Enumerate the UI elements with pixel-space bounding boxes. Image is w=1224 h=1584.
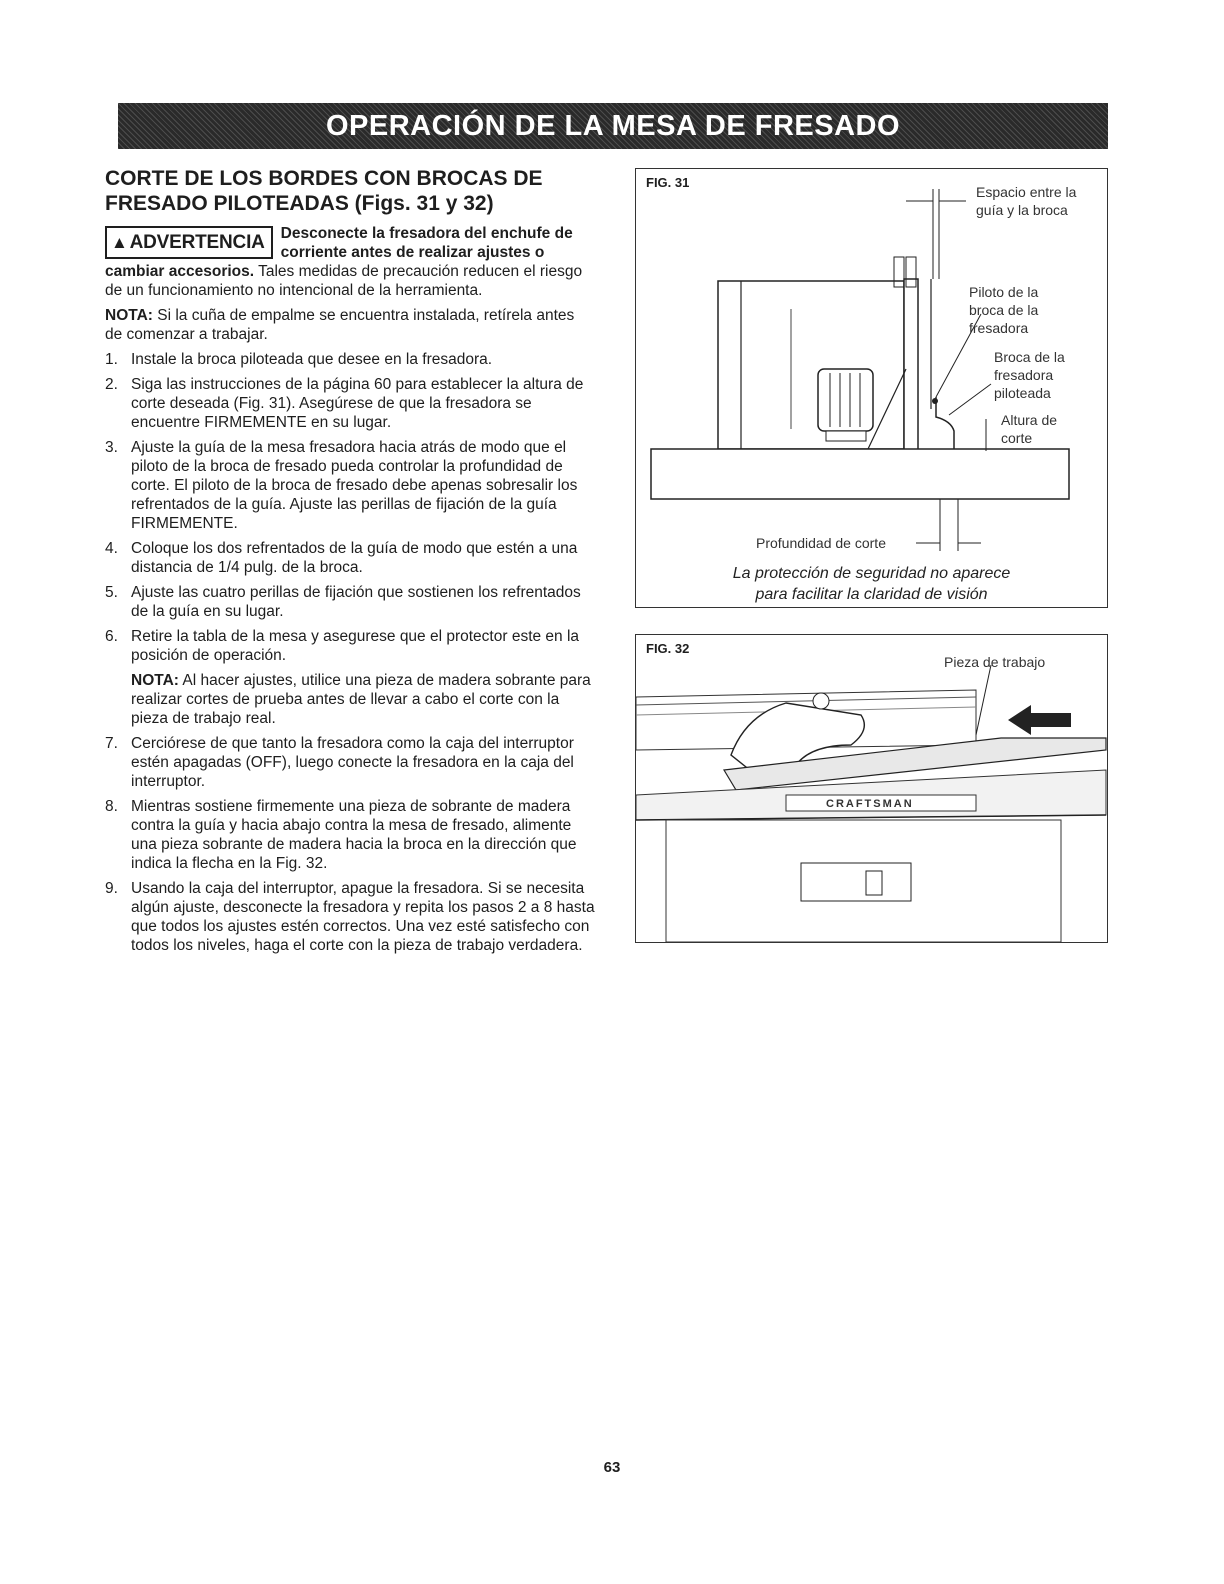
- step-text: Usando la caja del interruptor, apague la fresadora. Si se necesita algún ajuste, desconecte la fresadora y repita los pasos 2 a 8 hasta que todos los ajustes estén correctos. Una vez esté satisfecho con todos los niveles, haga el corte con la pieza de trabajo verdadera.: [131, 880, 595, 954]
- step-text: Siga las instrucciones de la página 60 para establecer la altura de corte deseada (Fig. 31). Asegúrese de que la fresadora se encuentre FIRMEMENTE en su lugar.: [131, 376, 584, 431]
- warning-bold-text: Desconecte la fresadora del enchufe de corriente antes de realizar ajustes o cambiar accesorios.: [105, 225, 573, 280]
- brand-label: CRAFTSMAN: [826, 798, 914, 810]
- note-paragraph: [105, 306, 595, 344]
- step-note-text: Al hacer ajustes, utilice una pieza de madera sobrante para realizar cortes de prueba antes de llevar a cabo el corte con la pieza de trabajo real.: [131, 672, 591, 727]
- callout-depth: Profundidad de corte: [756, 535, 886, 551]
- warning-triangle-icon: ▲: [111, 233, 128, 252]
- figure-32: [635, 634, 1108, 943]
- banner-title: OPERACIÓN DE LA MESA DE FRESADO: [325, 109, 901, 142]
- caption-line2: para facilitar la claridad de visión: [755, 586, 988, 603]
- step-item: [105, 879, 595, 955]
- callout-bit: Broca de la fresadora piloteada: [994, 349, 1065, 401]
- step-text: Coloque los dos refrentados de la guía de modo que estén a una distancia de 1/4 pulg. de la broca.: [131, 540, 578, 576]
- section-title-line2: FRESADO PILOTEADAS (Figs. 31 y 32): [105, 192, 494, 215]
- step-text: Mientras sostiene firmemente una pieza de sobrante de madera contra la guía y hacia abajo contra la mesa de fresado, alimente una pieza sobrante de madera hacia la broca en la dirección que indica la flecha en la Fig. 32.: [131, 798, 577, 872]
- step-note: [131, 671, 595, 728]
- router-table: [651, 449, 1069, 499]
- fence-plate: [904, 279, 918, 454]
- callout-workpiece: Pieza de trabajo: [944, 654, 1046, 670]
- step-item: [105, 797, 595, 873]
- step-item: [105, 539, 595, 577]
- leader-line: [976, 665, 991, 735]
- page-number: 63: [603, 1459, 621, 1476]
- step-number: 3.: [105, 439, 118, 456]
- step-note-label: NOTA:: [131, 672, 179, 689]
- switch-box: [801, 863, 911, 901]
- figure-31-caption: [636, 563, 1107, 605]
- warning-block: [105, 224, 595, 300]
- router-body-outline: [718, 281, 904, 449]
- step-item: [105, 583, 595, 621]
- step-item: [105, 734, 595, 791]
- step-number: 8.: [105, 798, 118, 815]
- callout-pilot: Piloto de la broca de la fresadora: [969, 284, 1039, 336]
- router-bit: [936, 397, 954, 449]
- callout-height: Altura de corte: [1001, 412, 1058, 446]
- step-text: Cerciórese de que tanto la fresadora como la caja del interruptor estén apagadas (OFF), luego conecte la fresadora en la caja del interruptor.: [131, 735, 574, 790]
- step-item: [105, 627, 595, 728]
- warning-badge: [105, 226, 273, 259]
- steps-list: [105, 350, 595, 955]
- step-number: 4.: [105, 540, 118, 557]
- knob-base: [826, 431, 866, 441]
- section-title: [105, 166, 595, 216]
- instructions-column: [105, 166, 595, 961]
- step-text: Ajuste la guía de la mesa fresadora hacia atrás de modo que el piloto de la broca de fresado pueda controlar la profundidad de corte. El piloto de la broca de fresado debe apenas sobresalir los refrentados de la guía. Ajuste las perillas de fijación de la guía FIRMEMENTE.: [131, 439, 578, 532]
- step-text: Retire la tabla de la mesa y asegurese que el protector este en la posición de operación.: [131, 628, 580, 664]
- step-item: [105, 438, 595, 533]
- fence-clip: [894, 257, 904, 287]
- step-text: Instale la broca piloteada que desee en la fresadora.: [131, 351, 493, 368]
- caption-line1: La protección de seguridad no aparece: [732, 565, 1011, 582]
- figure-32-drawing: [636, 635, 1107, 942]
- section-title-line1: CORTE DE LOS BORDES CON BROCAS DE: [105, 167, 543, 190]
- leader-line: [949, 384, 991, 415]
- warning-badge-label: ADVERTENCIA: [129, 232, 265, 253]
- step-item: [105, 375, 595, 432]
- step-number: 5.: [105, 584, 118, 601]
- guard-knob: [813, 693, 829, 709]
- callout-spacing: Espacio entre la guía y la broca: [976, 184, 1077, 218]
- warning-text: Tales medidas de precaución reducen el riesgo de un funcionamiento no intencional de la herramienta.: [105, 263, 583, 299]
- step-number: 2.: [105, 376, 118, 393]
- feed-arrow-icon: [1008, 705, 1071, 735]
- step-text: Ajuste las cuatro perillas de fijación que sostienen los refrentados de la guía en su lugar.: [131, 584, 581, 620]
- figure-31-label: FIG. 31: [646, 175, 690, 190]
- figure-32-label: FIG. 32: [646, 641, 690, 656]
- step-item: [105, 350, 595, 369]
- step-number: 7.: [105, 735, 118, 752]
- switch: [866, 871, 882, 895]
- router-knob: [818, 369, 873, 431]
- step-number: 6.: [105, 628, 118, 645]
- step-number: 9.: [105, 880, 118, 897]
- bit-pilot: [932, 398, 938, 404]
- section-banner: [118, 103, 1108, 149]
- figure-31: [635, 168, 1108, 608]
- note-text: Si la cuña de empalme se encuentra instalada, retírela antes de comenzar a trabajar.: [105, 307, 575, 343]
- note-label: NOTA:: [105, 307, 153, 324]
- step-number: 1.: [105, 351, 118, 368]
